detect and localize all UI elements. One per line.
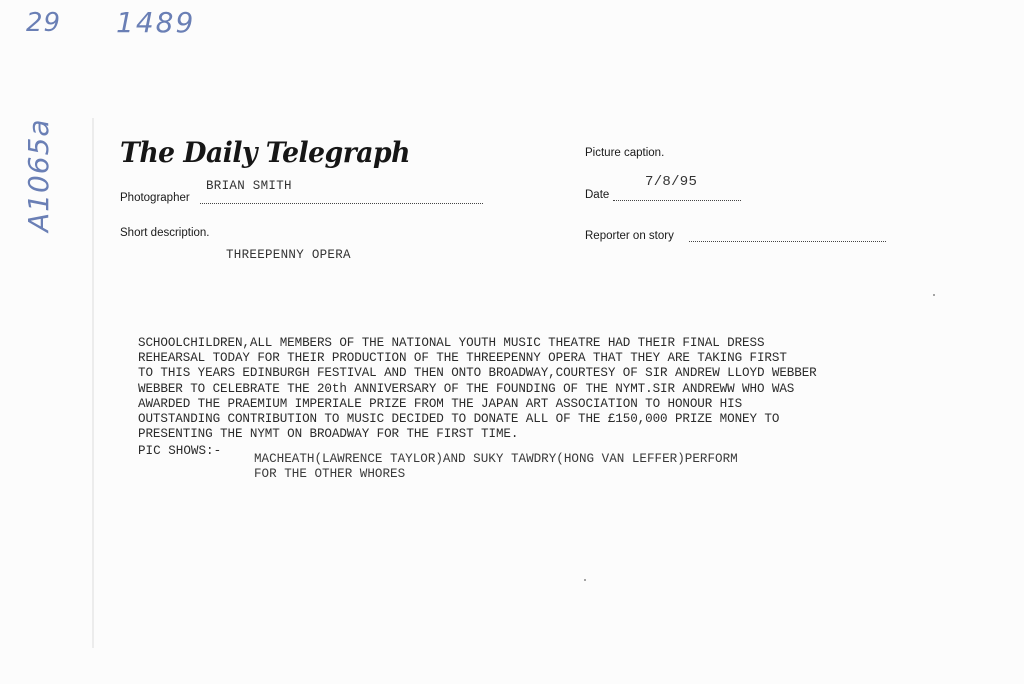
short-description-label: Short description. (120, 227, 210, 239)
handwritten-archive-number: 1489 (116, 6, 196, 39)
paper-speck (933, 294, 935, 296)
caption-line: TO THIS YEARS EDINBURGH FESTIVAL AND THEN ONTO BROADWAY,COURTESY OF SIR ANDREW LLOYD WEBBER (138, 366, 817, 381)
date-label: Date (585, 189, 610, 201)
newspaper-masthead: The Daily Telegraph (120, 136, 411, 169)
handwritten-number: 29 (26, 8, 62, 38)
photographer-value: BRIAN SMITH (206, 179, 292, 193)
paper-speck (584, 579, 586, 581)
caption-line: SCHOOLCHILDREN,ALL MEMBERS OF THE NATIONAL YOUTH MUSIC THEATRE HAD THEIR FINAL DRESS (138, 336, 765, 350)
pic-shows-label: PIC SHOWS:- (138, 444, 222, 458)
picture-caption-label: Picture caption. (585, 147, 665, 159)
caption-line: WEBBER TO CELEBRATE THE 20th ANNIVERSARY OF THE FOUNDING OF THE NYMT.SIR ANDREWW WHO WAS (138, 381, 795, 396)
pic-shows-line: FOR THE OTHER WHORES (254, 467, 406, 481)
handwritten-reference: A1065a (22, 118, 55, 232)
caption-line: PRESENTING THE NYMT ON BROADWAY FOR THE FIRST TIME. (138, 427, 519, 442)
pic-shows-text (254, 452, 738, 482)
pic-shows-line: MACHEATH(LAWRENCE TAYLOR)AND SUKY TAWDRY(HONG VAN LEFFER)PERFORM (254, 452, 738, 466)
caption-line: AWARDED THE PRAEMIUM IMPERIALE PRIZE FROM THE JAPAN ART ASSOCIATION TO HONOUR HIS (138, 396, 743, 411)
reporter-label: Reporter on story (585, 230, 674, 242)
caption-line: REHEARSAL TODAY FOR THEIR PRODUCTION OF THE THREEPENNY OPERA THAT THEY ARE TAKING FIRST (138, 351, 787, 366)
short-description-value: THREEPENNY OPERA (226, 248, 351, 262)
photographer-dotted-line (200, 203, 483, 204)
date-value: 7/8/95 (645, 174, 698, 190)
caption-line: OUTSTANDING CONTRIBUTION TO MUSIC DECIDED TO DONATE ALL OF THE £150,000 PRIZE MONEY TO (138, 412, 780, 427)
paper-edge (92, 118, 94, 648)
caption-text (138, 336, 938, 442)
photographer-label: Photographer (120, 192, 190, 204)
date-dotted-line (613, 200, 741, 201)
reporter-dotted-line (689, 241, 886, 242)
